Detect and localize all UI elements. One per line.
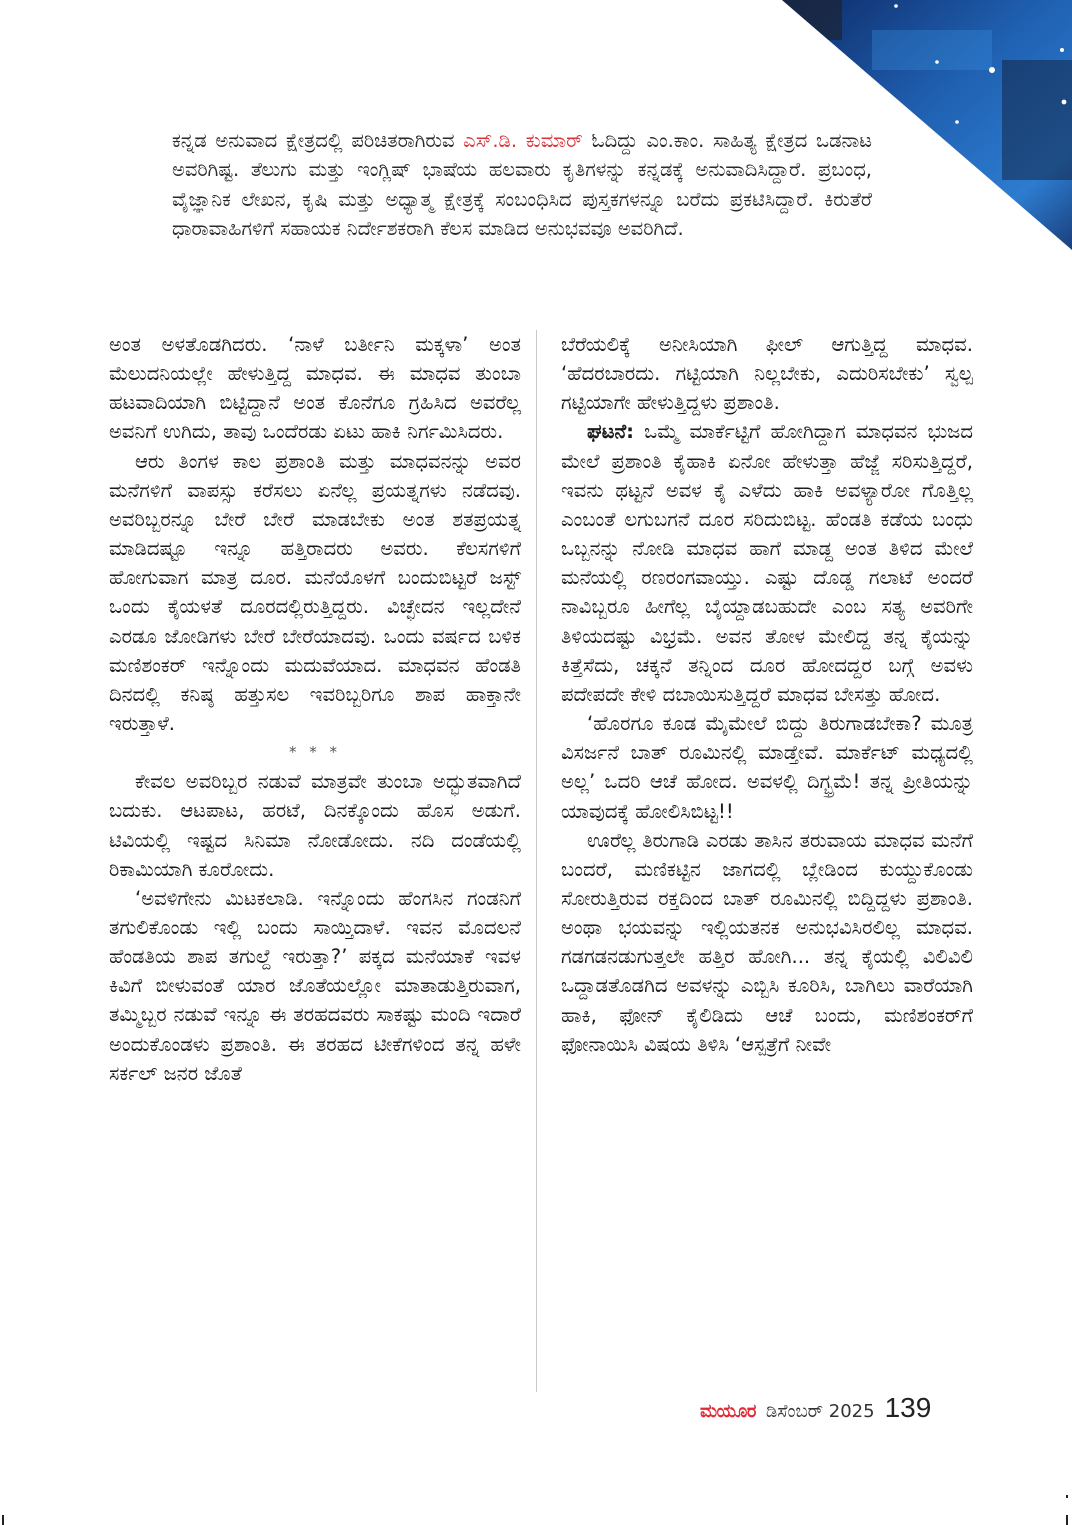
author-bio	[172, 126, 872, 243]
crop-mark	[1066, 1495, 1068, 1498]
crop-mark	[1066, 1515, 1068, 1525]
author-name: ಎಸ್.ಡಿ. ಕುಮಾರ್	[463, 129, 583, 152]
article-paragraph: ಆರು ತಿಂಗಳ ಕಾಲ ಪ್ರಶಾಂತಿ ಮತ್ತು ಮಾಧವನನ್ನು ಅವರ ಮನೆಗಳಿಗೆ ವಾಪಸ್ಸು ಕರೆಸಲು ಏನೆಲ್ಲ ಪ್ರಯತ್ನಗಳು ನಡೆದವು. ಅವರಿಬ್ಬರನ್ನೂ ಬೇರೆ ಬೇರೆ ಮಾಡಬೇಕು ಅಂತ ಶತಪ್ರಯತ್ನ ಮಾಡಿದಷ್ಟೂ ಇನ್ನೂ ಹತ್ತಿರಾದರು ಅವರು. ಕೆಲಸಗಳಿಗೆ ಹೋಗುವಾಗ ಮಾತ್ರ ದೂರ. ಮನೆಯೊಳಗೆ ಬಂದುಬಿಟ್ಟರೆ ಜಸ್ಟ್ ಒಂದು ಕೈಯಳತೆ ದೂರದಲ್ಲಿರುತ್ತಿದ್ದರು. ವಿಚ್ಛೇದನ ಇಲ್ಲದೇನೆ ಎರಡೂ ಜೋಡಿಗಳು ಬೇರೆ ಬೇರೆಯಾದವು. ಒಂದು ವರ್ಷದ ಬಳಿಕ ಮಣಿಶಂಕರ್ ಇನ್ನೊಂದು ಮದುವೆಯಾದ. ಮಾಧವನ ಹೆಂಡತಿ ದಿನದಲ್ಲಿ ಕನಿಷ್ಠ ಹತ್ತುಸಲ ಇವರಿಬ್ಬರಿಗೂ ಶಾಪ ಹಾಕ್ತಾನೇ ಇರುತ್ತಾಳೆ.	[109, 449, 521, 736]
article-paragraph: ಕೇವಲ ಅವರಿಬ್ಬರ ನಡುವೆ ಮಾತ್ರವೇ ತುಂಬಾ ಅದ್ಭುತವಾಗಿದೆ ಬದುಕು. ಆಟಪಾಟ, ಹರಟೆ, ದಿನಕ್ಕೊಂದು ಹೊಸ ಅಡುಗೆ. ಟಿವಿಯಲ್ಲಿ ಇಷ್ಟದ ಸಿನಿಮಾ ನೋಡೋದು. ನದಿ ದಂಡೆಯಲ್ಲಿ ರಿಕಾಮಿಯಾಗಿ ಕೂರೋದು.	[109, 770, 521, 881]
column-divider	[536, 330, 537, 1392]
bio-paragraph	[172, 126, 872, 243]
article-paragraph: ‘ಅವಳಿಗೇನು ಮಿಟಕಲಾಡಿ. ಇನ್ನೊಂದು ಹೆಂಗಸಿನ ಗಂಡನಿಗೆ ತಗುಲಿಕೊಂಡು ಇಲ್ಲಿ ಬಂದು ಸಾಯ್ತಿದಾಳೆ. ಇವನ ಮೊದಲನೆ ಹೆಂಡತಿಯ ಶಾಪ ತಗುಲ್ದೆ ಇರುತ್ತಾ?’ ಪಕ್ಕದ ಮನೆಯಾಕೆ ಇವಳ ಕಿವಿಗೆ ಬೀಳುವಂತೆ ಯಾರ ಜೊತೆಯಲ್ಲೋ ಮಾತಾಡುತ್ತಿರುವಾಗ, ತಮ್ಮಿಬ್ಬರ ನಡುವೆ ಇನ್ನೂ ಈ ತರಹದವರು ಸಾಕಷ್ಟು ಮಂದಿ ಇದಾರೆ ಅಂದುಕೊಂಡಳು ಪ್ರಶಾಂತಿ. ಈ ತರಹದ ಟೀಕೆಗಳಿಂದ ತನ್ನ ಹಳೇ ಸರ್ಕಲ್ ಜನರ ಜೊತೆ	[109, 886, 521, 1085]
article-paragraph-text: ಒಮ್ಮೆ ಮಾರ್ಕೆಟ್ಟಿಗೆ ಹೋಗಿದ್ದಾಗ ಮಾಧವನ ಭುಜದ ಮೇಲೆ ಪ್ರಶಾಂತಿ ಕೈಹಾಕಿ ಏನೋ ಹೇಳುತ್ತಾ ಹೆಜ್ಜೆ ಸರಿಸುತ್ತಿದ್ದರೆ, ಇವನು ಥಟ್ಟನೆ ಅವಳ ಕೈ ಎಳೆದು ಹಾಕಿ ಅವಳ್ಯಾರೋ ಗೊತ್ತಿಲ್ಲ ಎಂಬಂತೆ ಲಗುಬಗನೆ ದೂರ ಸರಿದುಬಿಟ್ಟ. ಹೆಂಡತಿ ಕಡೆಯ ಬಂಧು ಒಬ್ಬನನ್ನು ನೋಡಿ ಮಾಧವ ಹಾಗೆ ಮಾಡ್ದ ಅಂತ ತಿಳಿದ ಮೇಲೆ ಮನೆಯಲ್ಲಿ ರಣರಂಗವಾಯ್ತು. ಎಷ್ಟು ದೊಡ್ಡ ಗಲಾಟೆ ಅಂದರೆ ನಾವಿಬ್ಬರೂ ಹೀಗೆಲ್ಲ ಬೈಯ್ದಾಡಬಹುದೇ ಎಂಬ ಸತ್ಯ ಅವರಿಗೇ ತಿಳಿಯದಷ್ಟು ವಿಭ್ರಮೆ. ಅವನ ತೋಳ ಮೇಲಿದ್ದ ತನ್ನ ಕೈಯನ್ನು ಕಿತ್ತೆಸೆದು, ಚಕ್ಕನೆ ತನ್ನಿಂದ ದೂರ ಹೋದದ್ದರ ಬಗ್ಗೆ ಅವಳು ಪದೇಪದೇ ಕೇಳಿ ದಬಾಯಿಸುತ್ತಿದ್ದರೆ ಮಾಧವ ಬೇಸತ್ತು ಹೋದ.	[561, 420, 973, 706]
page-footer	[700, 1392, 931, 1432]
article-paragraph: ಊರೆಲ್ಲ ತಿರುಗಾಡಿ ಎರಡು ತಾಸಿನ ತರುವಾಯ ಮಾಧವ ಮನೆಗೆ ಬಂದರೆ, ಮಣಿಕಟ್ಟಿನ ಜಾಗದಲ್ಲಿ ಬ್ಲೇಡಿಂದ ಕುಯ್ದುಕೊಂಡು ಸೋರುತ್ತಿರುವ ರಕ್ತದಿಂದ ಬಾತ್ ರೂಮಿನಲ್ಲಿ ಬಿದ್ದಿದ್ದಳು ಪ್ರಶಾಂತಿ. ಅಂಥಾ ಭಯವನ್ನು ಇಲ್ಲಿಯತನಕ ಅನುಭವಿಸಿರಲಿಲ್ಲ ಮಾಧವ. ಗಡಗಡನಡುಗುತ್ತಲೇ ಹತ್ತಿರ ಹೋಗಿ... ತನ್ನ ಕೈಯಲ್ಲಿ ವಿಲಿವಿಲಿ ಒದ್ದಾಡತೊಡಗಿದ ಅವಳನ್ನು ಎಬ್ಬಿಸಿ ಕೂರಿಸಿ, ಬಾಗಿಲು ವಾರೆಯಾಗಿ ಹಾಕಿ, ಫೋನ್ ಕೈಲಿಡಿದು ಆಚೆ ಬಂದು, ಮಣಿಶಂಕರ್‌ಗೆ ಫೋನಾಯಿಸಿ ವಿಷಯ ತಿಳಿಸಿ ‘ಆಸ್ಪತ್ರೆಗೆ ನೀವೇ	[561, 828, 973, 1056]
article-paragraph: ‘ಹೊರಗೂ ಕೂಡ ಮೈಮೇಲೆ ಬಿದ್ದು ತಿರುಗಾಡಬೇಕಾ? ಮೂತ್ರ ವಿಸರ್ಜನೆ ಬಾತ್ ರೂಮಿನಲ್ಲಿ ಮಾಡ್ತೇವೆ. ಮಾರ್ಕೆಟ್ ಮಧ್ಯದಲ್ಲಿ ಅಲ್ಲ’ ಒದರಿ ಆಚೆ ಹೋದ. ಅವಳಲ್ಲಿ ದಿಗ್ಭ್ರಮೆ! ತನ್ನ ಪ್ರೀತಿಯನ್ನು ಯಾವುದಕ್ಕೆ ಹೋಲಿಸಿಬಿಟ್ಟ!!	[561, 712, 973, 823]
section-separator: * * *	[288, 743, 342, 762]
issue-date: ಡಿಸೆಂಬರ್ 2025	[765, 1401, 875, 1422]
article-paragraph: ಅಂತ ಅಳತೊಡಗಿದರು. ‘ನಾಳೆ ಬರ್ತೀನಿ ಮಕ್ಕಳಾ’ ಅಂತ ಮೆಲುದನಿಯಲ್ಲೇ ಹೇಳುತ್ತಿದ್ದ ಮಾಧವ. ಈ ಮಾಧವ ತುಂಬಾ ಹಟವಾದಿಯಾಗಿ ಬಿಟ್ಟಿದ್ದಾನೆ ಅಂತ ಕೊನೆಗೂ ಗ್ರಹಿಸಿದ ಅವರೆಲ್ಲ ಅವನಿಗೆ ಉಗಿದು, ತಾವು ಒಂದೆರಡು ಏಟು ಹಾಕಿ ನಿರ್ಗಮಿಸಿದರು.	[109, 333, 521, 444]
article-paragraph: ಬೆರೆಯಲಿಕ್ಕೆ ಅನೀಸಿಯಾಗಿ ಫೀಲ್ ಆಗುತ್ತಿದ್ದ ಮಾಧವ. ‘ಹೆದರಬಾರದು. ಗಟ್ಟಿಯಾಗಿ ನಿಲ್ಲಬೇಕು, ಎದುರಿಸಬೇಕು’ ಸ್ವಲ್ಪ ಗಟ್ಟಿಯಾಗೇ ಹೇಳುತ್ತಿದ್ದಳು ಪ್ರಶಾಂತಿ.	[561, 333, 973, 415]
article-column-right	[561, 330, 973, 1059]
bio-text-post: ಓದಿದ್ದು ಎಂ.ಕಾಂ. ಸಾಹಿತ್ಯ ಕ್ಷೇತ್ರದ ಒಡನಾಟ ಅವರಿಗಿಷ್ಟ. ತೆಲುಗು ಮತ್ತು ಇಂಗ್ಲಿಷ್ ಭಾಷೆಯ ಹಲವಾರು ಕೃತಿಗಳನ್ನು ಕನ್ನಡಕ್ಕೆ ಅನುವಾದಿಸಿದ್ದಾರೆ. ಪ್ರಬಂಧ, ವೈಜ್ಞಾನಿಕ ಲೇಖನ, ಕೃಷಿ ಮತ್ತು ಅಧ್ಯಾತ್ಮ ಕ್ಷೇತ್ರಕ್ಕೆ ಸಂಬಂಧಿಸಿದ ಪುಸ್ತಕಗಳನ್ನೂ ಬರೆದು ಪ್ರಕಟಿಸಿದ್ದಾರೆ. ಕಿರುತೆರೆ ಧಾರಾವಾಹಿಗಳಿಗೆ ಸಹಾಯಕ ನಿರ್ದೇಶಕರಾಗಿ ಕೆಲಸ ಮಾಡಿದ ಅನುಭವವೂ ಅವರಿಗಿದೆ.	[172, 129, 872, 240]
star-mark	[989, 67, 995, 73]
page-number: 139	[884, 1392, 932, 1423]
bio-text-pre: ಕನ್ನಡ ಅನುವಾದ ಕ್ಷೇತ್ರದಲ್ಲಿ ಪರಿಚಿತರಾಗಿರುವ	[172, 129, 464, 152]
paragraph-lead-word: ಘಟನೆ:	[587, 420, 635, 444]
magazine-logo: ಮಯೂರ	[700, 1401, 756, 1422]
article-paragraph-lead	[561, 417, 973, 709]
article-column-left	[109, 330, 521, 1088]
crop-mark	[2, 1515, 4, 1525]
